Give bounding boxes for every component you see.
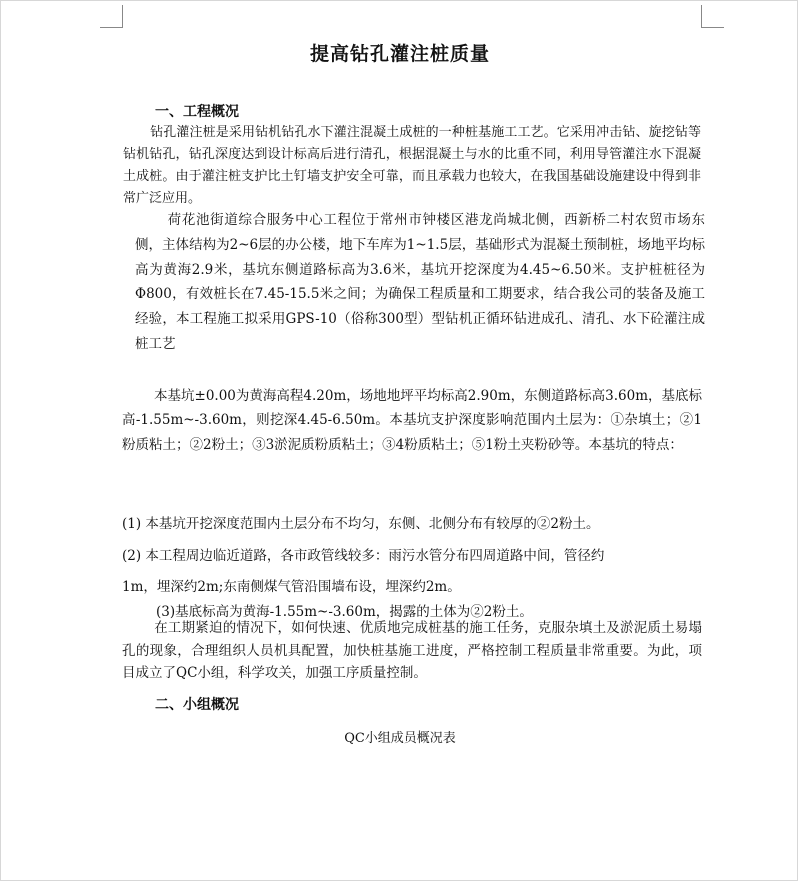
feature-item-1: (1) 本基坑开挖深度范围内土层分布不均匀，东侧、北侧分布有较厚的②2粉土。 xyxy=(122,516,600,532)
section-heading-overview: 一、工程概况 xyxy=(155,104,239,120)
crop-mark-top-right xyxy=(701,5,724,28)
section-heading-group: 二、小组概况 xyxy=(155,697,239,713)
table-caption: QC小组成员概况表 xyxy=(344,731,456,746)
paragraph-qc-purpose xyxy=(122,617,702,685)
paragraph-foundation-pit-text: 本基坑±0.00为黄海高程4.20m，场地地坪平均标高2.90m，东侧道路标高3.60m，基底标高-1.55m~-3.60m，则挖深4.45-6.50m。本基坑支护深度影响范围内土层为：①杂填土；②1粉质粘土；②2粉土；③3淤泥质粉质粘土；③4粉质粘土；⑤1粉土夹粉砂等。本基坑的特点： xyxy=(122,388,702,453)
paragraph-foundation-pit xyxy=(122,384,702,457)
paragraph-intro xyxy=(123,122,701,210)
feature-item-2-line-2: 1m，埋深约2m;东南侧煤气管沿围墙布设，埋深约2m。 xyxy=(122,579,461,595)
document-title: 提高钻孔灌注桩质量 xyxy=(309,43,490,65)
feature-item-2-line-1: (2) 本工程周边临近道路，各市政管线较多：雨污水管分布四周道路中间，管径约 xyxy=(122,548,605,564)
paragraph-project xyxy=(135,208,705,357)
paragraph-qc-purpose-text: 在工期紧迫的情况下，如何快速、优质地完成桩基的施工任务，克服杂填土及淤泥质土易塌孔的现象，合理组织人员机具配置，加快桩基施工进度，严格控制工程质量非常重要。为此，项目成立了QC小组，科学攻关，加强工序质量控制。 xyxy=(122,620,702,681)
paragraph-intro-text: 钻孔灌注桩是采用钻机钻孔水下灌注混凝土成桩的一种桩基施工工艺。它采用冲击钻、旋挖钻等钻机钻孔，钻孔深度达到设计标高后进行清孔，根据混凝土与水的比重不同，利用导管灌注水下混凝土成桩。由于灌注桩支护比土钉墙支护安全可靠，而且承载力也较大，在我国基础设施建设中得到非常广泛应用。 xyxy=(123,125,701,206)
feature-item-3: (3)基底标高为黄海-1.55m~-3.60m，揭露的土体为②2粉土。 xyxy=(156,604,533,620)
crop-mark-top-left xyxy=(100,5,123,28)
paragraph-project-text: 荷花池街道综合服务中心工程位于常州市钟楼区港龙尚城北侧，西新桥二村农贸市场东侧，主体结构为2~6层的办公楼，地下车库为1~1.5层，基础形式为混凝土预制桩，场地平均标高为黄海2.9米，基坑东侧道路标高为3.6米，基坑开挖深度为4.45~6.50米。支护桩桩径为Φ800，有效桩长在7.45-15.5米之间；为确保工程质量和工期要求，结合我公司的装备及施工经验，本工程施工拟采用GPS-10（俗称300型）型钻机正循环钻进成孔、清孔、水下砼灌注成桩工艺 xyxy=(135,212,705,352)
